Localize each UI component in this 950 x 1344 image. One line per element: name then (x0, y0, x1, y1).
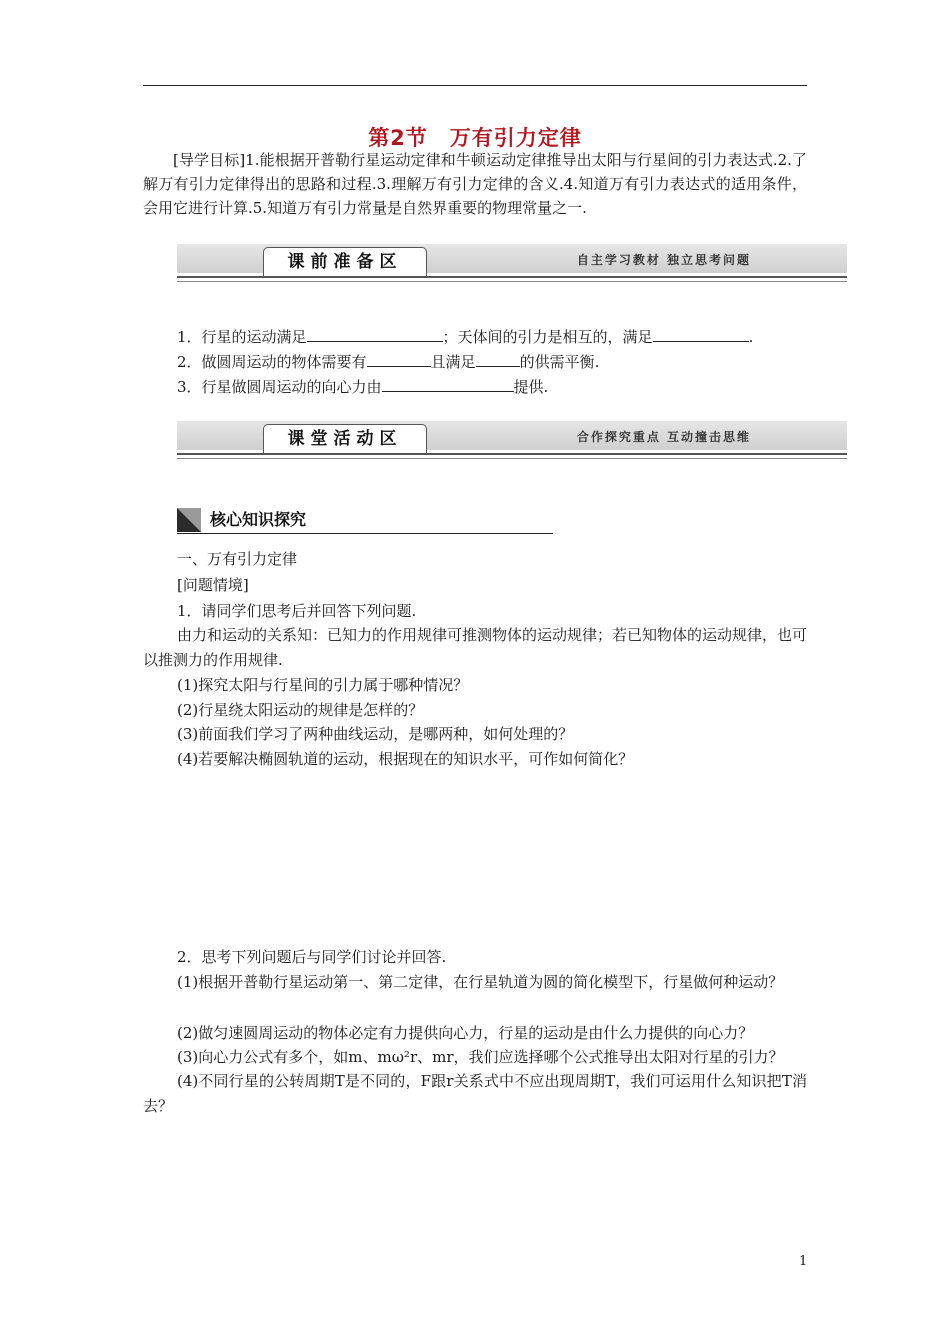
header-rule (143, 85, 807, 86)
banner-rule (177, 281, 847, 282)
answer-blank[interactable] (367, 350, 431, 367)
question-2-sub-1: (1)根据开普勒行星运动第一、第二定律，在行星轨道为圆的简化模型下，行星做何种运动？ (177, 973, 784, 991)
page-number: 1 (799, 1254, 808, 1269)
section-heading-label: 核心知识探究 (210, 510, 307, 529)
question-text: 提供. (513, 378, 549, 396)
prep-question-2 (177, 350, 599, 374)
section-underline (177, 533, 553, 534)
question-2: 2．思考下列问题后与同学们讨论并回答. (177, 948, 447, 966)
question-2-sub-2: (2)做匀速圆周运动的物体必定有力提供向心力，行星的运动是由什么力提供的向心力？ (177, 1024, 754, 1042)
answer-blank[interactable] (476, 350, 520, 367)
banner-tab-label: 课堂活动区 (263, 424, 427, 453)
question-text: ；天体间的引力是相互的，满足 (442, 328, 653, 346)
banner-rule (177, 276, 847, 278)
question-text: 3．行星做圆周运动的向心力由 (177, 378, 382, 396)
banner-rule (177, 453, 847, 455)
question-text: 2．做圆周运动的物体需要有 (177, 353, 367, 371)
banner-subtitle: 自主学习教材 独立思考问题 (576, 253, 751, 267)
section-banner-prep (177, 243, 847, 291)
triangle-marker-icon (177, 508, 201, 532)
question-1-sub-2: (2)行星绕太阳运动的规律是怎样的？ (177, 701, 424, 719)
banner-subtitle: 合作探究重点 互动撞击思维 (576, 430, 751, 444)
prep-question-3 (177, 375, 548, 399)
question-text: 的供需平衡. (519, 353, 600, 371)
question-1: 1．请同学们思考后并回答下列问题. (177, 602, 417, 620)
answer-blank[interactable] (307, 325, 443, 342)
question-1-sub-4: (4)若要解决椭圆轨道的运动，根据现在的知识水平，可作如何简化？ (177, 750, 634, 768)
banner-tab-label: 课前准备区 (263, 247, 427, 276)
section-banner-class (177, 420, 847, 468)
part1-heading: 一、万有引力定律 (177, 550, 298, 568)
page-title: 第2节 万有引力定律 (368, 126, 582, 150)
answer-blank[interactable] (653, 325, 749, 342)
question-1-intro: 由力和运动的关系知：已知力的作用规律可推测物体的运动规律；若已知物体的运动规律，也可以推测力的作用规律. (143, 626, 808, 669)
question-1-sub-3: (3)前面我们学习了两种曲线运动，是哪两种，如何处理的？ (177, 725, 574, 743)
learning-goals: [导学目标]1.能根据开普勒行星运动定律和牛顿运动定律推导出太阳与行星间的引力表达式.2.了解万有引力定律得出的思路和过程.3.理解万有引力定律的含义.4.知道万有引力表达式的适用条件，会用它进行计算.5.知道万有引力常量是自然界重要的物理常量之一. (143, 151, 807, 217)
question-2-sub-4: (4)不同行星的公转周期T是不同的，F跟r关系式中不应出现周期T，我们可运用什么知识把T消去？ (143, 1072, 807, 1115)
question-1-sub-1: (1)探究太阳与行星间的引力属于哪种情况？ (177, 676, 469, 694)
question-2-sub-3: (3)向心力公式有多个，如m、mω²r、mr，我们应选择哪个公式推导出太阳对行星的引力？ (177, 1048, 784, 1066)
banner-rule (177, 458, 847, 459)
question-text: . (748, 328, 754, 346)
answer-blank[interactable] (382, 375, 514, 392)
prep-question-1 (177, 325, 753, 349)
question-text: 1．行星的运动满足 (177, 328, 307, 346)
question-text: 且满足 (430, 353, 476, 371)
problem-scenario-label: [问题情境] (177, 576, 249, 594)
section-heading (177, 506, 553, 534)
